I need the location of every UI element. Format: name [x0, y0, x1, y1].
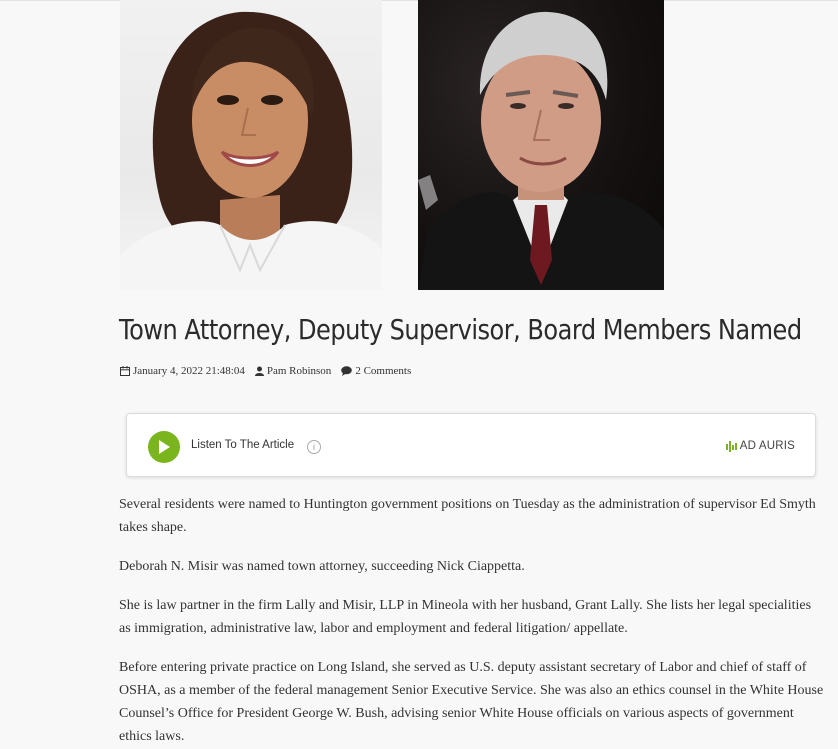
article-comments-link[interactable]: 2 Comments	[355, 365, 412, 377]
article-paragraph: Before entering private practice on Long Island, she served as U.S. deputy assistant secretary of Labor and chief of staff of OSHA, as a member of the federal management Senior Executive Service. She was also an ethics counsel in the White House Counsel’s Office for President George W. Bush, advising senior White House officials on various aspects of government ethics laws.	[119, 660, 824, 744]
article-author[interactable]: Pam Robinson	[266, 365, 332, 377]
article-comments-group[interactable]	[341, 365, 411, 377]
photo-ed-smyth	[418, 0, 664, 290]
brand-logo[interactable]	[726, 440, 795, 452]
article-date-group	[120, 365, 245, 377]
audio-player	[126, 413, 816, 477]
comment-icon	[341, 366, 352, 376]
listen-label[interactable]: Listen To The Article	[191, 439, 295, 451]
photo-deborah-misir	[120, 0, 382, 290]
article-date: January 4, 2022 21:48:04	[133, 365, 245, 377]
info-icon[interactable]: i	[307, 440, 321, 454]
soundwave-icon	[726, 440, 737, 452]
article-paragraph: Several residents were named to Huntington government positions on Tuesday as the administration of supervisor Ed Smyth takes shape.	[119, 497, 816, 535]
article-author-group[interactable]	[255, 365, 331, 377]
play-icon	[158, 440, 170, 454]
article-paragraph: She is law partner in the firm Lally and Misir, LLP in Mineola with her husband, Grant Lally. She lists her legal specialities as immigration, administrative law, labor and employment and federal litigation/ appellate.	[119, 598, 812, 636]
article-paragraph: Deborah N. Misir was named town attorney, succeeding Nick Ciappetta.	[119, 559, 525, 574]
article-meta	[120, 365, 421, 377]
brand-name: AD AURIS	[739, 440, 795, 452]
user-icon	[255, 366, 264, 376]
article-title: Town Attorney, Deputy Supervisor, Board Members Named	[119, 313, 802, 346]
calendar-icon	[120, 366, 130, 376]
article-body	[119, 493, 824, 749]
play-button[interactable]	[148, 431, 180, 463]
